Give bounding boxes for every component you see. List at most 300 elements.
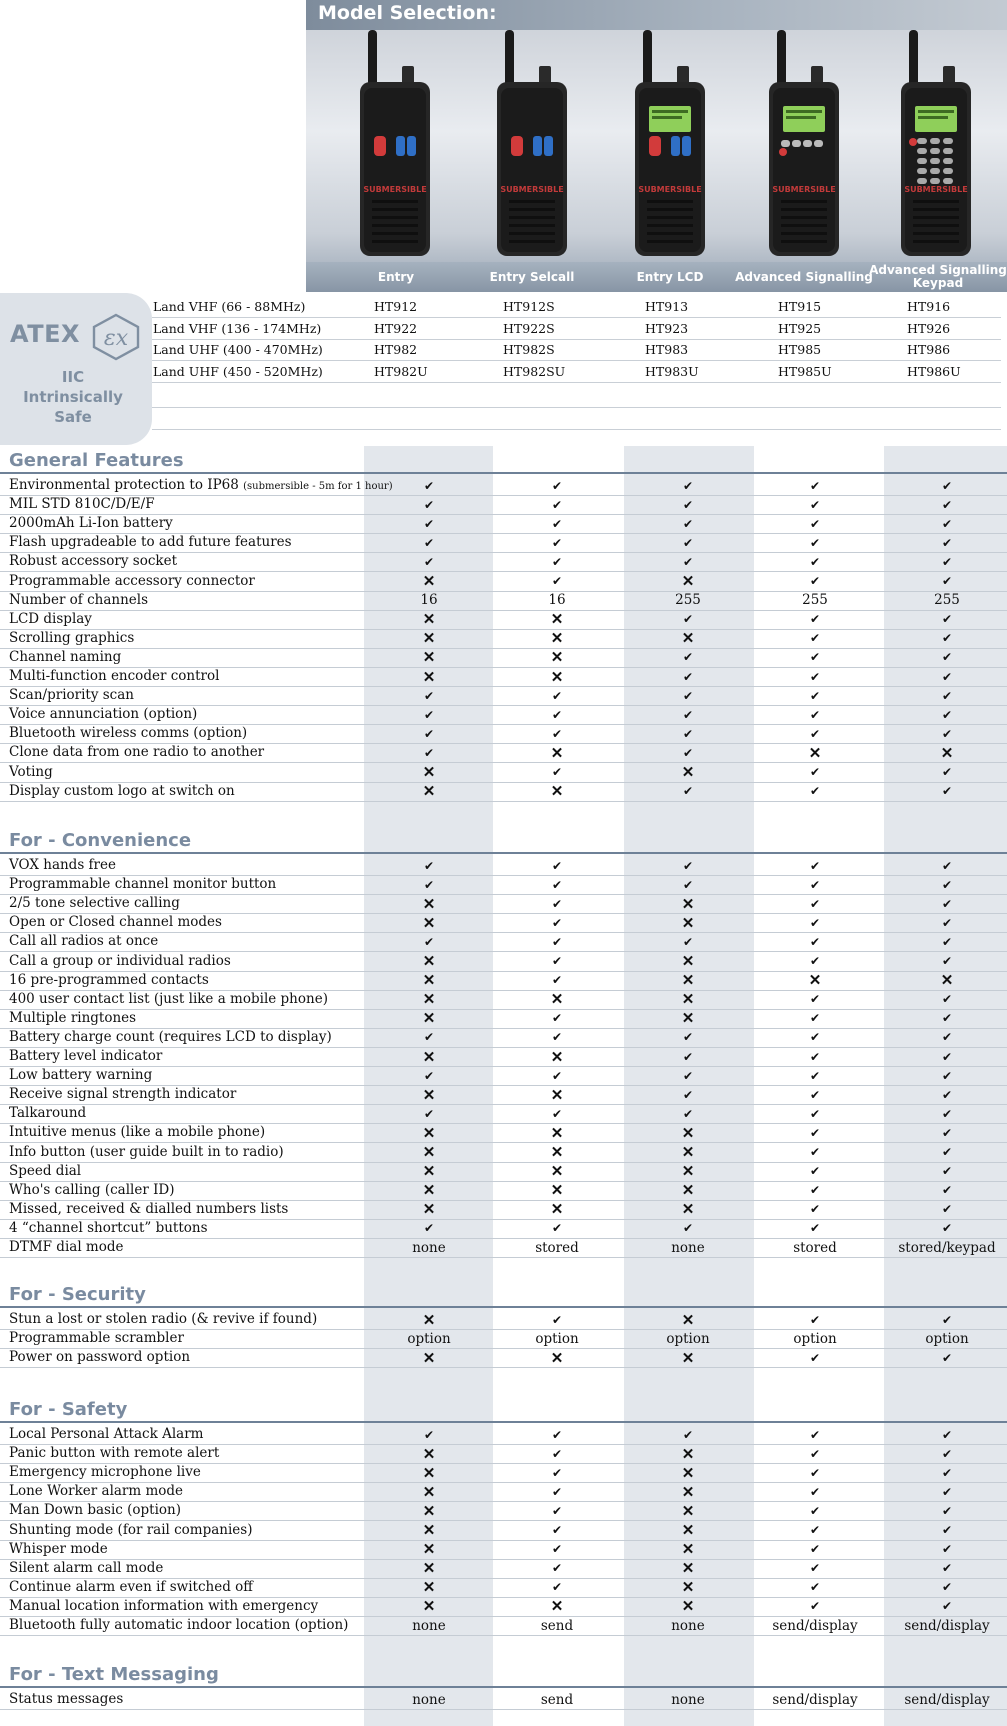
feature-label-text: Scrolling graphics xyxy=(9,629,135,646)
check-icon: ✔ xyxy=(551,535,563,550)
cross-icon: ✕ xyxy=(550,990,564,1009)
feature-label xyxy=(9,1560,163,1576)
check-icon: ✔ xyxy=(551,1106,563,1121)
cross-icon: ✕ xyxy=(550,667,564,686)
check-icon: ✔ xyxy=(551,896,563,911)
check-icon: ✔ xyxy=(682,858,694,873)
value-cell: stored xyxy=(793,1239,837,1256)
feature-label-text: Multiple ringtones xyxy=(9,1009,137,1026)
cross-icon: ✕ xyxy=(422,1310,436,1329)
feature-label-text: Number of channels xyxy=(9,591,149,608)
check-icon: ✔ xyxy=(423,1068,435,1083)
feature-row xyxy=(0,724,1007,744)
check-icon: ✔ xyxy=(941,1049,953,1064)
feature-label-text: Bluetooth wireless comms (option) xyxy=(9,725,248,742)
check-icon: ✔ xyxy=(809,631,821,646)
cross-icon: ✕ xyxy=(422,1521,436,1539)
feature-label-text: Man Down basic (option) xyxy=(9,1502,182,1519)
check-icon: ✔ xyxy=(941,1446,953,1461)
feature-label-text: Bluetooth fully automatic indoor location (option) xyxy=(9,1617,349,1633)
check-icon: ✔ xyxy=(551,1030,563,1045)
value-cell: 255 xyxy=(675,592,701,609)
band-row xyxy=(152,318,1001,340)
check-icon: ✔ xyxy=(551,1011,563,1026)
check-icon: ✔ xyxy=(682,1049,694,1064)
feature-label-text: 16 pre-programmed contacts xyxy=(9,971,209,988)
model-code: HT913 xyxy=(645,299,689,314)
radio-handset-image xyxy=(891,28,981,260)
feature-row xyxy=(0,1009,1007,1029)
value-cell: send/display xyxy=(904,1617,990,1634)
section-divider xyxy=(0,1421,1007,1423)
cross-icon: ✕ xyxy=(681,629,695,648)
check-icon: ✔ xyxy=(551,765,563,779)
section-divider xyxy=(0,472,1007,474)
feature-row xyxy=(0,610,1007,630)
cross-icon: ✕ xyxy=(681,952,695,970)
feature-label xyxy=(9,1311,317,1327)
check-icon: ✔ xyxy=(551,1068,563,1083)
check-icon: ✔ xyxy=(551,1561,563,1576)
feature-row xyxy=(0,1085,1007,1105)
feature-row xyxy=(0,1219,1007,1239)
model-code: HT982 xyxy=(374,342,418,357)
feature-label-text: Display custom logo at switch on xyxy=(9,782,235,799)
atex-classification xyxy=(8,367,138,427)
check-icon: ✔ xyxy=(809,1465,821,1480)
feature-row xyxy=(0,514,1007,534)
check-icon: ✔ xyxy=(941,1183,953,1198)
feature-label-text: Voting xyxy=(9,763,53,780)
feature-row xyxy=(0,1540,1007,1560)
feature-row xyxy=(0,1425,1007,1445)
cross-icon: ✕ xyxy=(808,971,822,990)
check-icon: ✔ xyxy=(809,1561,821,1576)
cross-icon: ✕ xyxy=(422,1143,436,1161)
value-cell: option xyxy=(666,1330,710,1347)
value-cell: option xyxy=(535,1330,579,1347)
feature-label xyxy=(9,515,173,531)
feature-label-text: VOX hands free xyxy=(9,857,116,873)
model-code: HT982S xyxy=(503,342,555,357)
model-code: HT912 xyxy=(374,299,418,314)
svg-text:SUBMERSIBLE: SUBMERSIBLE xyxy=(638,185,702,194)
band-row-empty xyxy=(152,386,1001,408)
cross-icon: ✕ xyxy=(681,1310,695,1329)
feature-label-text: Low battery warning xyxy=(9,1067,153,1084)
radio-handset-image xyxy=(487,28,577,260)
feature-row xyxy=(0,971,1007,991)
check-icon: ✔ xyxy=(682,497,694,512)
feature-row xyxy=(0,1143,1007,1163)
check-icon: ✔ xyxy=(941,1580,953,1595)
feature-row xyxy=(0,743,1007,763)
section-title: For - Text Messaging xyxy=(9,1664,219,1685)
check-icon: ✔ xyxy=(682,1030,694,1045)
feature-row xyxy=(0,572,1007,592)
feature-label xyxy=(9,1579,253,1595)
check-icon: ✔ xyxy=(941,1030,953,1045)
feature-label-text: Speed dial xyxy=(9,1162,82,1179)
cross-icon: ✕ xyxy=(681,1444,695,1463)
feature-label xyxy=(9,972,209,988)
check-icon: ✔ xyxy=(941,497,953,512)
feature-label-text: Environmental protection to IP68 xyxy=(9,477,239,493)
feature-label-text: Silent alarm call mode xyxy=(9,1559,164,1576)
model-label: Entry LCD xyxy=(636,269,704,284)
feature-label xyxy=(9,1029,332,1045)
cross-icon: ✕ xyxy=(422,913,436,932)
feature-label xyxy=(9,573,255,589)
check-icon: ✔ xyxy=(682,612,694,627)
section-divider xyxy=(0,1306,1007,1308)
atex-logo: ATEX xyxy=(10,320,80,348)
check-icon: ✔ xyxy=(941,877,953,892)
feature-label-text: Receive signal strength indicator xyxy=(9,1086,237,1103)
check-icon: ✔ xyxy=(682,877,694,892)
band-label: Land UHF (400 - 470MHz) xyxy=(153,342,323,357)
check-icon: ✔ xyxy=(809,1503,821,1518)
check-icon: ✔ xyxy=(551,688,563,703)
cross-icon: ✕ xyxy=(422,952,436,970)
feature-label xyxy=(9,1445,219,1461)
feature-label xyxy=(9,857,116,873)
check-icon: ✔ xyxy=(941,858,953,873)
check-icon: ✔ xyxy=(682,745,694,760)
cross-icon: ✕ xyxy=(681,1540,695,1559)
cross-icon: ✕ xyxy=(940,743,954,762)
feature-row xyxy=(0,1348,1007,1368)
value-cell: send/display xyxy=(772,1691,858,1708)
check-icon: ✔ xyxy=(941,954,953,968)
cross-icon: ✕ xyxy=(422,1085,436,1104)
check-icon: ✔ xyxy=(941,765,953,779)
feature-label-text: Voice annunciation (option) xyxy=(9,706,198,723)
feature-label xyxy=(9,611,92,627)
check-icon: ✔ xyxy=(423,858,435,873)
check-icon: ✔ xyxy=(941,1427,953,1442)
check-icon: ✔ xyxy=(809,1446,821,1461)
feature-label xyxy=(9,1182,175,1198)
check-icon: ✔ xyxy=(809,1202,821,1217)
check-icon: ✔ xyxy=(423,726,435,741)
value-cell: none xyxy=(412,1691,446,1708)
feature-label xyxy=(9,1048,162,1064)
value-cell: send xyxy=(540,1617,574,1634)
cross-icon: ✕ xyxy=(422,1009,436,1028)
check-icon: ✔ xyxy=(682,650,694,665)
model-code: HT925 xyxy=(778,320,822,336)
check-icon: ✔ xyxy=(809,1221,821,1236)
cross-icon: ✕ xyxy=(681,1181,695,1200)
check-icon: ✔ xyxy=(423,1030,435,1045)
feature-label xyxy=(9,783,235,799)
feature-label xyxy=(9,668,219,684)
check-icon: ✔ xyxy=(941,1068,953,1083)
model-code: HT922 xyxy=(374,320,418,336)
check-icon: ✔ xyxy=(551,1484,563,1499)
check-icon: ✔ xyxy=(809,1087,821,1102)
cross-icon: ✕ xyxy=(550,1200,564,1219)
check-icon: ✔ xyxy=(809,1183,821,1198)
check-icon: ✔ xyxy=(941,1202,953,1217)
cross-icon: ✕ xyxy=(422,648,436,667)
cross-icon: ✕ xyxy=(681,1348,695,1367)
check-icon: ✔ xyxy=(809,1484,821,1499)
feature-label xyxy=(9,895,180,911)
cross-icon: ✕ xyxy=(681,1521,695,1539)
check-icon: ✔ xyxy=(423,745,435,760)
cross-icon: ✕ xyxy=(681,1123,695,1142)
feature-label xyxy=(9,477,393,493)
check-icon: ✔ xyxy=(682,784,694,799)
cross-icon: ✕ xyxy=(681,1482,695,1501)
check-icon: ✔ xyxy=(941,1312,953,1327)
value-cell: send/display xyxy=(904,1691,990,1708)
feature-label xyxy=(9,1086,236,1102)
check-icon: ✔ xyxy=(809,478,821,493)
feature-row xyxy=(0,552,1007,572)
feature-row xyxy=(0,1238,1007,1258)
cross-icon: ✕ xyxy=(681,913,695,932)
feature-label xyxy=(9,953,231,969)
check-icon: ✔ xyxy=(682,516,694,531)
check-icon: ✔ xyxy=(941,992,953,1007)
check-icon: ✔ xyxy=(941,1011,953,1026)
feature-row xyxy=(0,1200,1007,1220)
cross-icon: ✕ xyxy=(681,1009,695,1028)
check-icon: ✔ xyxy=(682,1106,694,1121)
model-code: HT923 xyxy=(645,320,689,336)
model-label: Entry Selcall xyxy=(489,269,575,284)
cross-icon: ✕ xyxy=(422,1123,436,1142)
model-code: HT926 xyxy=(907,320,951,336)
feature-label-text: LCD display xyxy=(9,610,92,627)
check-icon: ✔ xyxy=(941,554,953,569)
feature-row xyxy=(0,1047,1007,1067)
feature-label-text: Shunting mode (for rail companies) xyxy=(9,1521,253,1538)
cross-icon: ✕ xyxy=(681,763,695,781)
cross-icon: ✕ xyxy=(550,1123,564,1142)
cross-icon: ✕ xyxy=(422,1200,436,1219)
feature-label xyxy=(9,1105,86,1121)
value-cell: 255 xyxy=(802,592,828,609)
feature-row xyxy=(0,1482,1007,1502)
value-cell: none xyxy=(671,1691,705,1708)
check-icon: ✔ xyxy=(551,915,563,930)
check-icon: ✔ xyxy=(682,726,694,741)
model-label-bar xyxy=(306,262,1007,292)
check-icon: ✔ xyxy=(682,1087,694,1102)
feature-label-text: Battery charge count (requires LCD to display) xyxy=(9,1028,332,1045)
radio-handset-image xyxy=(625,28,715,260)
check-icon: ✔ xyxy=(423,1427,435,1442)
feature-row xyxy=(0,1463,1007,1483)
feature-label xyxy=(9,764,53,780)
feature-label-text: Programmable accessory connector xyxy=(9,572,255,589)
check-icon: ✔ xyxy=(809,1523,821,1537)
feature-label-text: Programmable channel monitor button xyxy=(9,876,277,893)
value-cell: option xyxy=(407,1330,451,1347)
cross-icon: ✕ xyxy=(422,894,436,913)
cross-icon: ✕ xyxy=(681,990,695,1009)
feature-label-text: Flash upgradeable to add future features xyxy=(9,534,292,551)
svg-text:SUBMERSIBLE: SUBMERSIBLE xyxy=(904,185,968,194)
feature-label xyxy=(9,1598,318,1614)
feature-row xyxy=(0,875,1007,895)
feature-label xyxy=(9,1067,152,1083)
check-icon: ✔ xyxy=(941,1125,953,1140)
check-icon: ✔ xyxy=(551,858,563,873)
check-icon: ✔ xyxy=(551,1221,563,1236)
feature-label xyxy=(9,1144,284,1160)
model-label: Advanced Signalling Keypad xyxy=(869,263,1007,290)
cross-icon: ✕ xyxy=(550,1162,564,1181)
value-cell: send xyxy=(540,1691,574,1708)
feature-label xyxy=(9,592,148,608)
feature-row xyxy=(0,1690,1007,1710)
check-icon: ✔ xyxy=(941,1350,953,1365)
feature-label xyxy=(9,1124,265,1140)
check-icon: ✔ xyxy=(551,707,563,722)
cross-icon: ✕ xyxy=(550,1143,564,1161)
model-code: HT982SU xyxy=(503,363,566,379)
band-row xyxy=(152,339,1001,361)
check-icon: ✔ xyxy=(551,1503,563,1518)
feature-label-text: Panic button with remote alert xyxy=(9,1445,220,1462)
feature-label xyxy=(9,876,276,892)
feature-label-text: Lone Worker alarm mode xyxy=(9,1483,184,1500)
band-row-empty xyxy=(152,408,1001,430)
svg-text:εx: εx xyxy=(103,326,129,351)
feature-label-text: Who's calling (caller ID) xyxy=(9,1181,175,1198)
svg-text:SUBMERSIBLE: SUBMERSIBLE xyxy=(363,185,427,194)
model-code: HT915 xyxy=(778,299,822,314)
feature-row xyxy=(0,894,1007,914)
check-icon: ✔ xyxy=(941,726,953,741)
check-icon: ✔ xyxy=(551,516,563,531)
check-icon: ✔ xyxy=(682,1068,694,1083)
check-icon: ✔ xyxy=(941,1087,953,1102)
feature-label-text: Call all radios at once xyxy=(9,933,159,950)
feature-label xyxy=(9,649,121,665)
cross-icon: ✕ xyxy=(422,667,436,686)
feature-label-text: Robust accessory socket xyxy=(9,553,177,570)
check-icon: ✔ xyxy=(551,1446,563,1461)
check-icon: ✔ xyxy=(682,934,694,949)
check-icon: ✔ xyxy=(809,896,821,911)
model-code: HT982U xyxy=(374,363,428,379)
cross-icon: ✕ xyxy=(681,1463,695,1482)
feature-label-text: MIL STD 810C/D/E/F xyxy=(9,496,155,513)
feature-row xyxy=(0,1329,1007,1349)
check-icon: ✔ xyxy=(682,669,694,684)
feature-label xyxy=(9,1691,123,1707)
value-cell: stored/keypad xyxy=(898,1239,996,1256)
check-icon: ✔ xyxy=(551,497,563,512)
cross-icon: ✕ xyxy=(422,1540,436,1559)
feature-label xyxy=(9,1201,288,1217)
atex-class-line: IIC xyxy=(61,368,85,386)
feature-label xyxy=(9,1349,190,1365)
feature-label xyxy=(9,687,134,703)
feature-row xyxy=(0,932,1007,952)
cross-icon: ✕ xyxy=(550,782,564,801)
check-icon: ✔ xyxy=(941,574,953,588)
feature-label xyxy=(9,1163,81,1179)
feature-row xyxy=(0,629,1007,649)
check-icon: ✔ xyxy=(941,1145,953,1159)
check-icon: ✔ xyxy=(941,915,953,930)
check-icon: ✔ xyxy=(809,612,821,627)
feature-label xyxy=(9,1239,124,1255)
value-cell: 255 xyxy=(934,592,960,609)
check-icon: ✔ xyxy=(941,1465,953,1480)
feature-label-text: Stun a lost or stolen radio (& revive if found) xyxy=(9,1311,318,1327)
feature-label xyxy=(9,1010,136,1026)
model-code: HT986 xyxy=(907,342,951,357)
banner-title-bar xyxy=(306,0,1007,30)
cross-icon: ✕ xyxy=(422,1482,436,1501)
feature-label-text: Call a group or individual radios xyxy=(9,952,231,969)
radio-handset-image xyxy=(759,28,849,260)
cross-icon: ✕ xyxy=(550,1181,564,1200)
check-icon: ✔ xyxy=(809,1049,821,1064)
check-icon: ✔ xyxy=(551,1542,563,1557)
feature-row xyxy=(0,913,1007,933)
feature-label-text: Clone data from one radio to another xyxy=(9,744,265,761)
check-icon: ✔ xyxy=(809,1599,821,1614)
ex-icon xyxy=(90,313,142,361)
feature-row xyxy=(0,856,1007,876)
check-icon: ✔ xyxy=(551,1465,563,1480)
model-code: HT983U xyxy=(645,363,699,379)
band-label: Land UHF (450 - 520MHz) xyxy=(153,363,323,379)
cross-icon: ✕ xyxy=(422,629,436,648)
feature-row xyxy=(0,763,1007,783)
value-cell: 16 xyxy=(548,592,566,609)
feature-row xyxy=(0,1310,1007,1330)
value-cell: stored xyxy=(535,1239,579,1256)
check-icon: ✔ xyxy=(941,516,953,531)
check-icon: ✔ xyxy=(809,877,821,892)
cross-icon: ✕ xyxy=(681,1143,695,1161)
cross-icon: ✕ xyxy=(422,782,436,801)
feature-row xyxy=(0,990,1007,1010)
model-code: HT985 xyxy=(778,342,822,357)
check-icon: ✔ xyxy=(809,765,821,779)
feature-label-text: Scan/priority scan xyxy=(9,687,134,704)
check-icon: ✔ xyxy=(941,650,953,665)
feature-row xyxy=(0,1181,1007,1201)
check-icon: ✔ xyxy=(809,1106,821,1121)
check-icon: ✔ xyxy=(809,1145,821,1159)
model-code: HT912S xyxy=(503,299,555,314)
cross-icon: ✕ xyxy=(681,1501,695,1520)
feature-label xyxy=(9,744,264,760)
value-cell: none xyxy=(671,1239,705,1256)
cross-icon: ✕ xyxy=(422,1463,436,1482)
feature-label xyxy=(9,1483,183,1499)
feature-row xyxy=(0,952,1007,972)
feature-row xyxy=(0,1028,1007,1048)
check-icon: ✔ xyxy=(423,478,435,493)
check-icon: ✔ xyxy=(551,1312,563,1327)
feature-label-text: Channel naming xyxy=(9,648,122,665)
feature-row xyxy=(0,1123,1007,1143)
section-title: For - Security xyxy=(9,1284,146,1305)
check-icon: ✔ xyxy=(941,1542,953,1557)
